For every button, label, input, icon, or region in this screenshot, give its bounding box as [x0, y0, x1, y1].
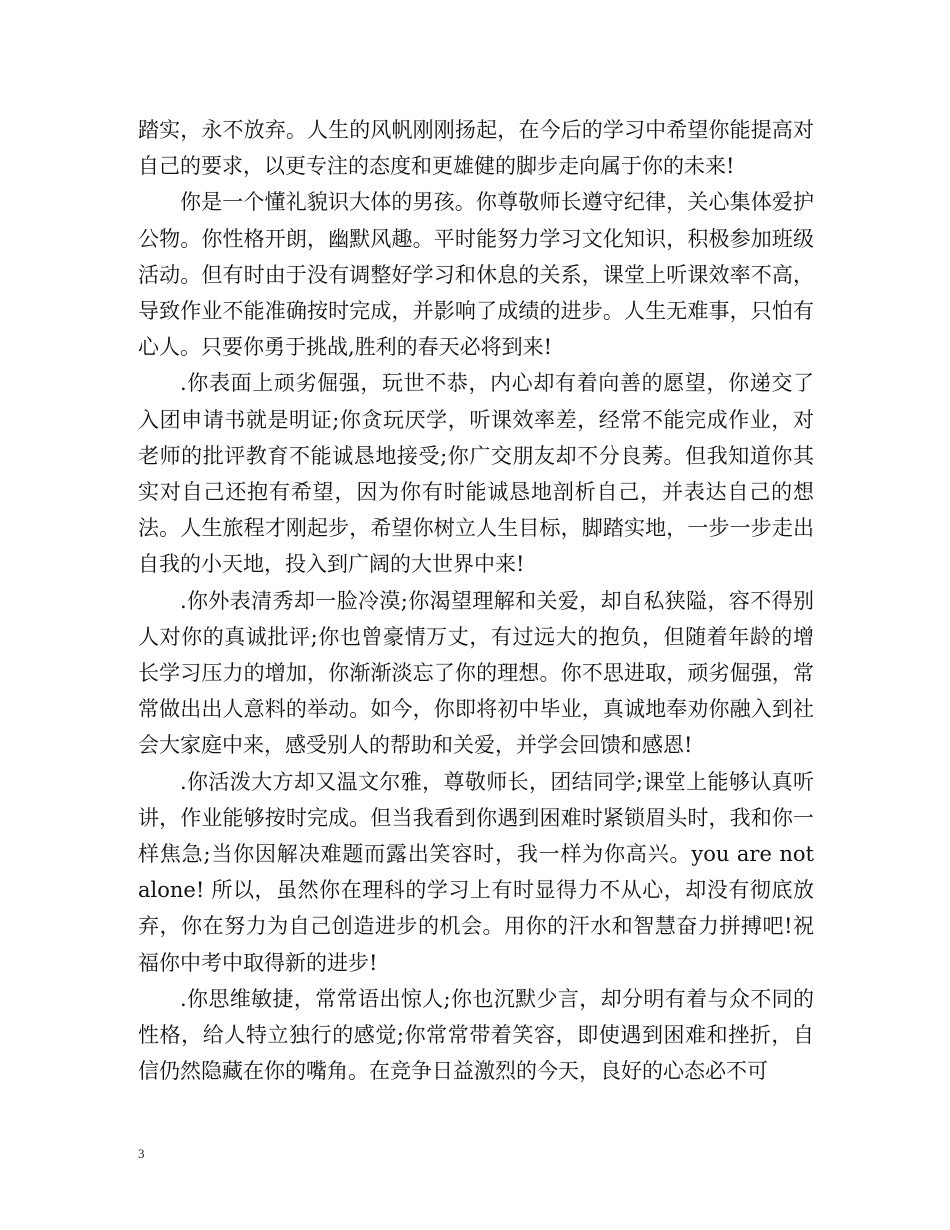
paragraph: .你活泼大方却又温文尔雅，尊敬师长，团结同学;课堂上能够认真听讲，作业能够按时完成。但当我看到你遇到困难时紧锁眉头时，我和你一样焦急;当你因解决难题而露出笑容时，我一样为你高兴。you are not alone! 所以，虽然你在理科的学习上有时显得力不从心，却没有彻底放弃，你在努力为自己创造进步的机会。用你的汗水和智慧奋力拼搏吧!祝福你中考中取得新的进步! — [138, 769, 814, 975]
page-number: 3 — [138, 1146, 145, 1161]
paragraph: .你思维敏捷，常常语出惊人;你也沉默少言，却分明有着与众不同的性格，给人特立独行的感觉;你常常带着笑容，即使遇到困难和挫折，自信仍然隐藏在你的嘴角。在竞争日益激烈的今天，良好的心态必不可 — [138, 986, 814, 1084]
paragraph: 你是一个懂礼貌识大体的男孩。你尊敬师长遵守纪律，关心集体爱护公物。你性格开朗，幽默风趣。平时能努力学习文化知识，积极参加班级活动。但有时由于没有调整好学习和休息的关系，课堂上听课效率不高，导致作业不能准确按时完成，并影响了成绩的进步。人生无难事，只怕有心人。只要你勇于挑战,胜利的春天必将到来! — [138, 190, 814, 360]
paragraph: .你外表清秀却一脸冷漠;你渴望理解和关爱，却自私狭隘，容不得别人对你的真诚批评;你也曾豪情万丈，有过远大的抱负，但随着年龄的增长学习压力的增加，你渐渐淡忘了你的理想。你不思进取，顽劣倔强，常常做出出人意料的举动。如今，你即将初中毕业，真诚地奉劝你融入到社会大家庭中来，感受别人的帮助和关爱，并学会回馈和感恩! — [138, 588, 814, 758]
paragraph: .你表面上顽劣倔强，玩世不恭，内心却有着向善的愿望，你递交了入团申请书就是明证;你贪玩厌学，听课效率差，经常不能完成作业，对老师的批评教育不能诚恳地接受;你广交朋友却不分良莠。但我知道你其实对自己还抱有希望，因为你有时能诚恳地剖析自己，并表达自己的想法。人生旅程才刚起步，希望你树立人生目标，脚踏实地，一步一步走出自我的小天地，投入到广阔的大世界中来! — [138, 371, 814, 577]
paragraph: 踏实，永不放弃。人生的风帆刚刚扬起，在今后的学习中希望你能提高对自己的要求，以更专注的态度和更雄健的脚步走向属于你的未来! — [138, 118, 814, 179]
body-text — [138, 112, 814, 1089]
